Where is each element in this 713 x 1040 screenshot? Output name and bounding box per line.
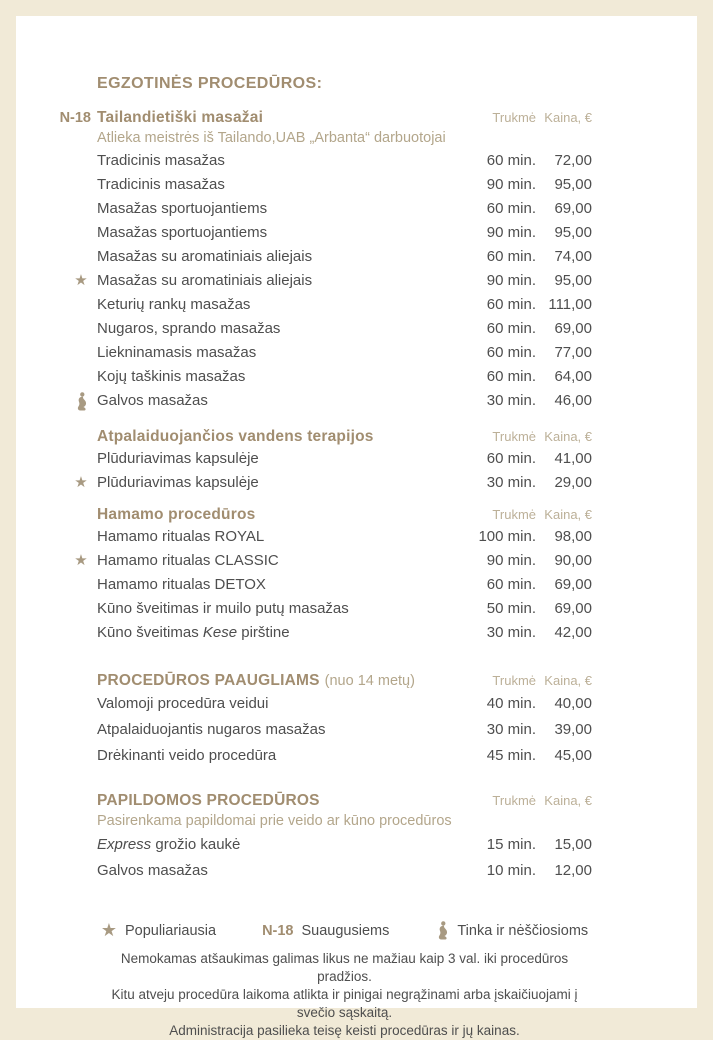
procedure-section (74, 427, 592, 495)
section-title-suffix: (nuo 14 metų) (324, 673, 415, 689)
procedure-section (97, 791, 592, 884)
page-title: EGZOTINĖS PROCEDŪROS: (97, 75, 323, 92)
price-value: 39,00 (554, 721, 592, 738)
procedure-name: Masažas su aromatiniais aliejais (97, 272, 313, 289)
price-row (97, 447, 592, 471)
price-row (97, 365, 592, 389)
price-row (97, 245, 592, 269)
row-icon-slot (69, 269, 93, 293)
price-value: 77,00 (554, 344, 592, 361)
procedure-name: Plūduriavimas kapsulėje (97, 474, 259, 491)
duration-value: 30 min. (486, 474, 536, 491)
legend-item (435, 921, 588, 940)
procedure-name-part: Express (97, 836, 152, 853)
duration-value: 45 min. (486, 747, 536, 764)
n18-badge: N-18 (262, 922, 294, 939)
price-row (97, 389, 592, 413)
procedure-name-part: pirštine (237, 624, 290, 641)
section-title: PROCEDŪROS PAAUGLIAMS (97, 672, 320, 689)
price-value: 90,00 (554, 552, 592, 569)
row-icon-slot (69, 471, 93, 495)
procedure-section (74, 505, 592, 645)
duration-value: 60 min. (486, 152, 536, 169)
price-row (97, 317, 592, 341)
rows (97, 691, 592, 769)
procedure-name-part: grožio kaukė (151, 836, 241, 853)
procedure-name: Valomoji procedūra veidui (97, 695, 269, 712)
price-column-header: Kaina, € (544, 673, 592, 688)
duration-value: 15 min. (486, 836, 536, 853)
legend-label: Populiariausia (124, 922, 217, 939)
price-value: 111,00 (548, 296, 592, 313)
section-header (59, 108, 592, 128)
procedure-name: Atpalaiduojantis nugaros masažas (97, 721, 326, 738)
price-value: 29,00 (554, 474, 592, 491)
legend-label: Tinka ir nėščiosioms (457, 922, 589, 939)
procedure-name: Masažas sportuojantiems (97, 224, 268, 241)
section-title: Tailandietiški masažai (97, 109, 264, 126)
procedure-name: Masažas su aromatiniais aliejais (97, 248, 313, 265)
section-header (97, 791, 592, 811)
price-row (97, 832, 592, 858)
pregnant-icon (74, 392, 88, 409)
duration-value: 60 min. (486, 576, 536, 593)
column-headers (456, 791, 592, 811)
price-row (74, 471, 592, 495)
legend-item (101, 920, 216, 941)
procedure-name: Tradicinis masažas (97, 152, 225, 169)
column-headers (456, 505, 592, 525)
price-row (97, 293, 592, 317)
duration-value: 10 min. (486, 862, 536, 879)
duration-value: 60 min. (486, 200, 536, 217)
section-subtitle: Pasirenkama papildomai prie veido ar kūno procedūros (97, 813, 452, 829)
procedure-name: Keturių rankų masažas (97, 296, 251, 313)
section-title: Hamamo procedūros (97, 506, 256, 523)
procedure-name-part: Kūno šveitimas (97, 624, 203, 641)
rows (97, 832, 592, 884)
price-row (97, 573, 592, 597)
price-column-header: Kaina, € (544, 793, 592, 808)
price-row (97, 197, 592, 221)
duration-value: 30 min. (486, 721, 536, 738)
price-value: 12,00 (554, 862, 592, 879)
price-value: 95,00 (554, 224, 592, 241)
duration-value: 60 min. (486, 344, 536, 361)
duration-column-header: Trukmė (492, 507, 536, 522)
price-column-header: Kaina, € (544, 429, 592, 444)
price-value: 69,00 (554, 200, 592, 217)
section-header (97, 505, 592, 525)
procedure-name: Galvos masažas (97, 392, 208, 409)
legend-label: Suaugusiems (301, 922, 390, 939)
price-row (74, 549, 592, 573)
row-icon-slot (69, 549, 93, 573)
column-headers (456, 671, 592, 691)
duration-value: 90 min. (486, 272, 536, 289)
star-icon: ★ (74, 474, 88, 491)
legend (97, 920, 592, 941)
column-headers (456, 108, 592, 128)
price-row (97, 597, 592, 621)
price-value: 15,00 (554, 836, 592, 853)
price-row (97, 691, 592, 717)
duration-value: 40 min. (486, 695, 536, 712)
duration-value: 90 min. (486, 176, 536, 193)
section-title: Atpalaiduojančios vandens terapijos (97, 428, 374, 445)
price-value: 69,00 (554, 576, 592, 593)
duration-value: 30 min. (486, 392, 536, 409)
price-value: 45,00 (554, 747, 592, 764)
duration-column-header: Trukmė (492, 110, 536, 125)
section-subtitle: Atlieka meistrės iš Tailando,UAB „Arbanta“ darbuotojai (97, 130, 446, 146)
price-row (97, 149, 592, 173)
procedure-name: Kūno šveitimas ir muilo putų masažas (97, 600, 349, 617)
price-row (97, 717, 592, 743)
duration-value: 60 min. (486, 450, 536, 467)
procedure-name: Nugaros, sprando masažas (97, 320, 281, 337)
duration-value: 60 min. (486, 320, 536, 337)
duration-value: 30 min. (486, 624, 536, 641)
duration-column-header: Trukmė (492, 673, 536, 688)
price-value: 69,00 (554, 320, 592, 337)
price-value: 41,00 (554, 450, 592, 467)
star-icon: ★ (100, 920, 117, 940)
price-value: 64,00 (554, 368, 592, 385)
price-value: 74,00 (554, 248, 592, 265)
section-title: PAPILDOMOS PROCEDŪROS (97, 792, 320, 809)
procedure-name: Drėkinanti veido procedūra (97, 747, 277, 764)
procedure-name: Plūduriavimas kapsulėje (97, 450, 259, 467)
star-icon: ★ (74, 552, 88, 569)
rows (74, 447, 592, 495)
price-row (97, 221, 592, 245)
procedure-name-part: Kese (202, 624, 238, 641)
legend-item (262, 923, 389, 939)
duration-value: 60 min. (486, 368, 536, 385)
price-row (97, 621, 592, 645)
footer-notes (97, 950, 592, 1040)
price-value: 72,00 (554, 152, 592, 169)
duration-column-header: Trukmė (492, 793, 536, 808)
price-value: 95,00 (554, 272, 592, 289)
price-row (74, 269, 592, 293)
duration-value: 50 min. (486, 600, 536, 617)
price-column-header: Kaina, € (544, 507, 592, 522)
procedure-name: Masažas sportuojantiems (97, 200, 268, 217)
procedure-name: Liekninamasis masažas (97, 344, 257, 361)
footer-note: Kitu atveju procedūra laikoma atlikta ir pinigai negrąžinami arba įskaičiuojami į svečio sąskaitą. (111, 987, 578, 1020)
price-value: 40,00 (554, 695, 592, 712)
price-list-sheet (16, 16, 697, 1038)
price-row (97, 341, 592, 365)
age-badge: N-18 (59, 110, 91, 126)
duration-column-header: Trukmė (492, 429, 536, 444)
pregnant-icon (435, 921, 449, 940)
procedure-section (97, 671, 592, 769)
procedure-name: Galvos masažas (97, 862, 208, 879)
section-header (97, 671, 592, 691)
duration-value: 90 min. (486, 552, 536, 569)
price-value: 95,00 (554, 176, 592, 193)
procedure-name: Hamamo ritualas CLASSIC (97, 552, 279, 569)
procedure-name (97, 832, 456, 858)
duration-value: 100 min. (478, 528, 536, 545)
procedure-section (59, 108, 592, 413)
procedure-name: Tradicinis masažas (97, 176, 225, 193)
procedure-name: Kojų taškinis masažas (97, 368, 246, 385)
section-header (97, 427, 592, 447)
footer-note: Nemokamas atšaukimas galimas likus ne mažiau kaip 3 val. iki procedūros pradžios. (120, 951, 569, 984)
procedure-name (97, 621, 456, 645)
price-row (97, 858, 592, 884)
duration-value: 90 min. (486, 224, 536, 241)
duration-value: 60 min. (486, 296, 536, 313)
sections-container (59, 108, 592, 884)
footer-note: Administracija pasilieka teisę keisti procedūras ir jų kainas. (169, 1023, 520, 1038)
price-row (97, 173, 592, 197)
star-icon: ★ (74, 272, 88, 289)
price-value: 46,00 (554, 392, 592, 409)
rows (74, 149, 592, 413)
price-row (97, 525, 592, 549)
price-column-header: Kaina, € (544, 110, 592, 125)
row-icon-slot (69, 389, 93, 413)
procedure-name: Hamamo ritualas DETOX (97, 576, 266, 593)
price-row (97, 743, 592, 769)
rows (74, 525, 592, 645)
duration-value: 60 min. (486, 248, 536, 265)
price-value: 98,00 (554, 528, 592, 545)
price-value: 42,00 (554, 624, 592, 641)
procedure-name: Hamamo ritualas ROYAL (97, 528, 265, 545)
price-value: 69,00 (554, 600, 592, 617)
column-headers (456, 427, 592, 447)
